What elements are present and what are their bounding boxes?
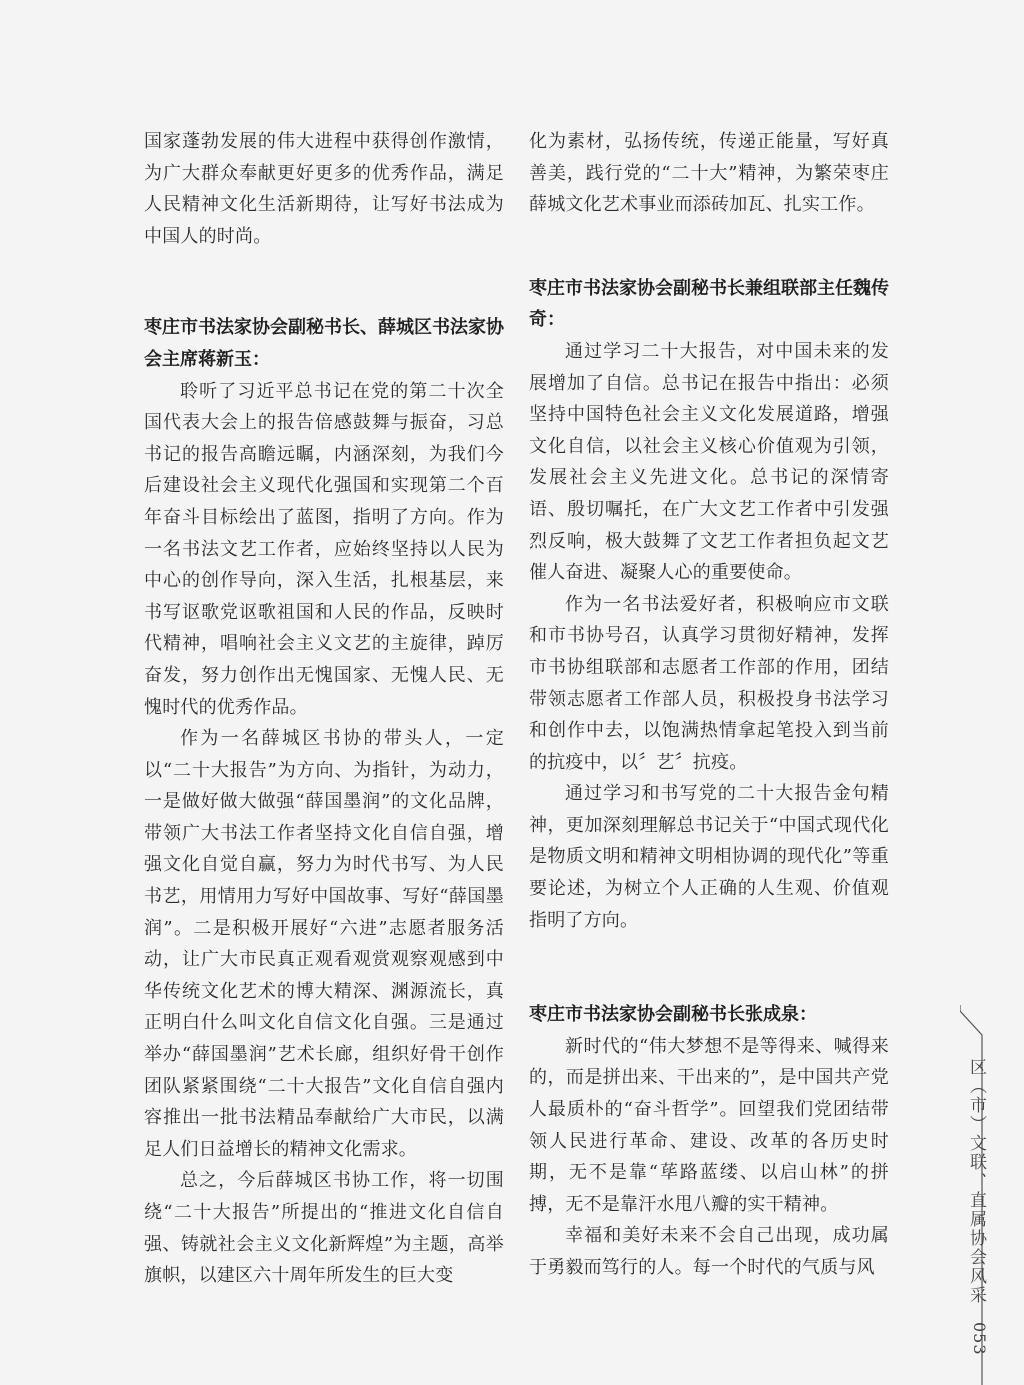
left-paragraph-2: 聆听了习近平总书记在党的第二十次全国代表大会上的报告倍感鼓舞与振奋，习总书记的报告高瞻远瞩，内涵深刻，为我们今后建设社会主义现代化强国和实现第二个百年奋斗目标绘出了蓝图，指明了方向。作为一名书法文艺工作者，应始终坚持以人民为中心的创作导向，深入生活，扎根基层，来书写讴歌党讴歌祖国和人民的作品，反映时代精神，唱响社会主义文艺的主旋律，踔厉奋发，努力创作出无愧国家、无愧人民、无愧时代的优秀作品。 <box>144 380 504 718</box>
section-gap <box>144 252 504 312</box>
right-paragraph-6: 幸福和美好未来不会自己出现，成功属于勇毅而笃行的人。每一个时代的气质与风 <box>529 1225 889 1278</box>
left-paragraph-3: 作为一名薛城区书协的带头人，一定以“二十大报告”为方向、为指针，为动力，一是做好做大做强“薛国墨润”的文化品牌，带领广大书法工作者坚持文化自信自强，增强文化自觉自赢，努力为时代书写、为人民书艺，用情用力写好中国故事、写好“薛国墨润”。二是积极开展好“六进”志愿者服务活动，让广大市民真正观看观赏观察观感到中华传统文化艺术的博大精深、渊源流长，真正明白什么叫文化自信文化自强。三是通过举办“薛国墨润”艺术长廊，组织好骨干创作团队紧紧围绕“二十大报告”文化自信自强内容推出一批书法精品奉献给广大市民，以满足人们日益增长的精神文化需求。 <box>144 728 504 1160</box>
right-paragraph-5: 新时代的“伟大梦想不是等得来、喊得来的，而是拼出来、干出来的”，是中国共产党人最质朴的“奋斗哲学”。回望我们党团结带领人民进行革命、建设、改革的各历史时期，无不是靠“荜路蓝缕、以启山林”的拼搏，无不是靠汗水甩八瓣的实干精神。 <box>529 1035 889 1215</box>
section-gap <box>529 221 889 273</box>
right-paragraph-2: 通过学习二十大报告，对中国未来的发展增加了自信。总书记在报告中指出：必须坚持中国特色社会主义文化发展道路，增强文化自信，以社会主义核心价值观为引领，发展社会主义先进文化。总书记的深情寄语、殷切嘱托，在广大文艺工作者中引发强烈反响，极大鼓舞了文艺工作者担负起文艺催人奋进、凝聚人心的重要使命。 <box>529 340 889 584</box>
left-paragraph-4: 总之，今后薛城区书协工作，将一切围绕“二十大报告”所提出的“推进文化自信自强、铸就社会主义文化新辉煌”为主题，高举旗帜，以建区六十周年所发生的巨大变 <box>144 1170 504 1287</box>
right-paragraph-1: 化为素材，弘扬传统，传递正能量，写好真善美，践行党的“二十大”精神，为繁荣枣庄薛城文化艺术事业而添砖加瓦、扎实工作。 <box>529 131 889 216</box>
section-gap <box>529 936 889 999</box>
section-title-vertical: 区（市）文联、直属协会风采 <box>966 1058 986 1305</box>
section-heading-wei-chuanqi: 枣庄市书法家协会副秘书长兼组联部主任魏传奇： <box>529 277 889 331</box>
page-number: 053 <box>970 1322 989 1356</box>
left-paragraph-1: 国家蓬勃发展的伟大进程中获得创作激情，为广大群众奉献更好更多的优秀作品，满足人民精神文化生活新期待，让写好书法成为中国人的时尚。 <box>144 131 504 247</box>
right-paragraph-4: 通过学习和书写党的二十大报告金句精神，更加深刻理解总书记关于“中国式现代化是物质文明和精神文明相协调的现代化”等重要论述，为树立个人正确的人生观、价值观指明了方向。 <box>529 783 889 931</box>
section-heading-zhang-chengquan: 枣庄市书法家协会副秘书长张成泉： <box>529 1004 817 1026</box>
right-paragraph-3: 作为一名书法爱好者，积极响应市文联和市书协号召，认真学习贯彻好精神，发挥市书协组联部和志愿者工作部的作用，团结带领志愿者工作部人员，积极投身书法学习和创作中去，以饱满热情拿起笔投入到当前的抗疫中，以〞艺〞抗疫。 <box>529 593 889 773</box>
section-heading-jiang-xinyu: 枣庄市书法家协会副秘书长、薛城区书法家协会主席蒋新玉： <box>144 317 504 370</box>
right-column <box>529 126 889 1284</box>
left-column <box>144 126 504 1292</box>
